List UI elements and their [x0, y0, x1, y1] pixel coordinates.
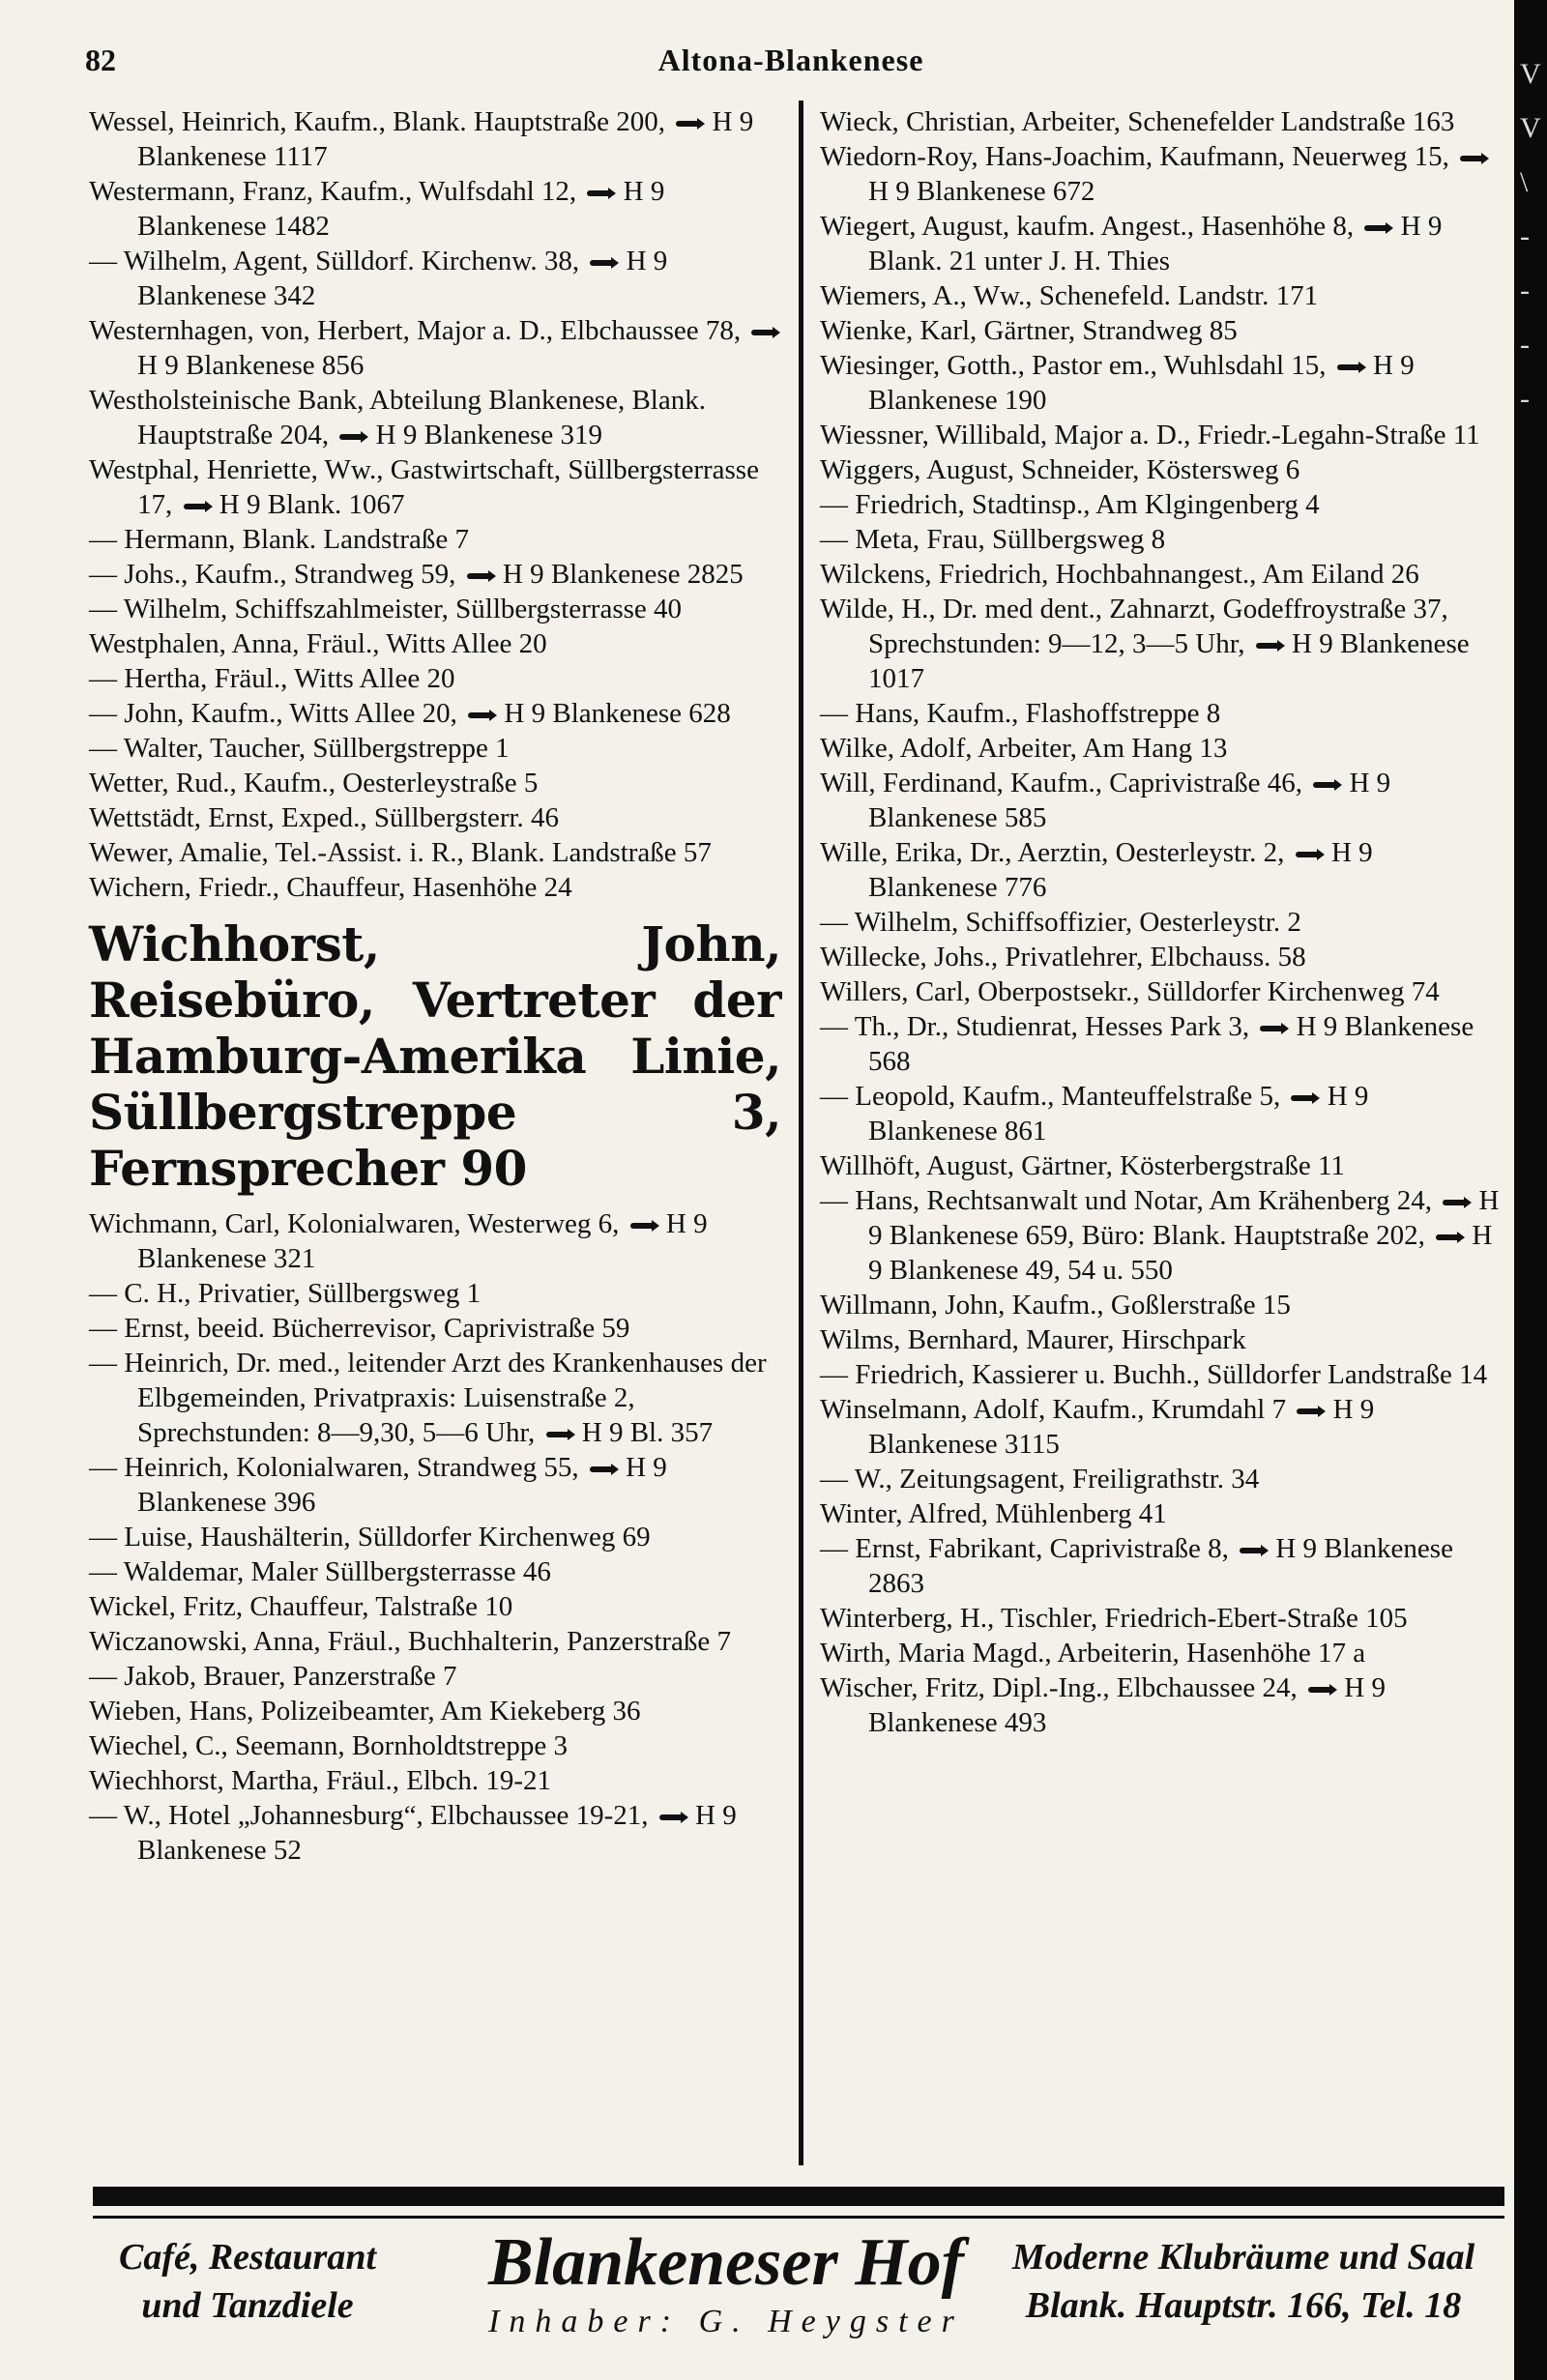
telephone-icon: [1443, 1197, 1468, 1208]
directory-entry: Wickel, Fritz, Chauffeur, Talstraße 10: [89, 1591, 513, 1622]
edge-fragment: -: [1520, 220, 1530, 252]
directory-entry: — Hermann, Blank. Landstraße 7: [89, 524, 470, 555]
telephone-icon: [1313, 779, 1338, 791]
directory-entry: Wiechel, C., Seemann, Bornholdtstreppe 3: [89, 1730, 568, 1761]
directory-entry: — Friedrich, Kassierer u. Buchh., Sülldorfer Landstraße 14: [820, 1359, 1488, 1390]
directory-entry: — Wilhelm, Schiffsoffizier, Oesterleystr. 2: [820, 907, 1301, 938]
telephone-icon: [587, 188, 612, 199]
directory-entry: Westphalen, Anna, Fräul., Witts Allee 20: [89, 628, 547, 659]
directory-entry: Westphal, Henriette, Ww., Gastwirtschaft, Süllbergsterrasse 17, H 9 Blank. 1067: [89, 454, 759, 520]
directory-entry: Wilms, Bernhard, Maurer, Hirschpark: [820, 1324, 1246, 1355]
edge-fragment: -: [1520, 329, 1530, 361]
telephone-icon: [590, 257, 615, 269]
column-divider: [799, 101, 803, 2165]
edge-fragment: -: [1520, 383, 1530, 415]
directory-entry: Wille, Erika, Dr., Aerztin, Oesterleystr. 2, H 9 Blankenese 776: [820, 837, 1373, 903]
directory-entry: Wiegert, August, kaufm. Angest., Hasenhöhe 8, H 9 Blank. 21 unter J. H. Thies: [820, 211, 1443, 276]
footer-rule-thin: [93, 2216, 1504, 2219]
directory-entry: Wetter, Rud., Kaufm., Oesterleystraße 5: [89, 768, 539, 798]
telephone-icon: [1240, 1545, 1265, 1556]
footer-center: [412, 2223, 1040, 2341]
directory-entry: — Wilhelm, Agent, Sülldorf. Kirchenw. 38, H 9 Blankenese 342: [89, 246, 668, 311]
edge-fragment: V: [1520, 112, 1541, 144]
telephone-icon: [1337, 362, 1362, 373]
footer-owner: Inhaber: G. Heygster: [488, 2304, 964, 2339]
telephone-icon: [184, 501, 209, 512]
directory-entry: — Waldemar, Maler Süllbergsterrasse 46: [89, 1556, 551, 1587]
telephone-icon: [339, 431, 365, 443]
telephone-icon: [630, 1220, 656, 1232]
directory-entry: Wessel, Heinrich, Kaufm., Blank. Hauptstraße 200, H 9 Blankenese 1117: [89, 106, 754, 172]
directory-entry: — Friedrich, Stadtinsp., Am Klgingenberg 4: [820, 489, 1320, 520]
telephone-icon: [1436, 1232, 1461, 1243]
directory-entry: — W., Zeitungsagent, Freiligrathstr. 34: [820, 1464, 1260, 1495]
directory-entry: Will, Ferdinand, Kaufm., Caprivistraße 46, H 9 Blankenese 585: [820, 768, 1391, 833]
directory-entry: — W., Hotel „Johannesburg“, Elbchaussee 19-21, H 9 Blankenese 52: [89, 1800, 737, 1866]
directory-entry: Wichmann, Carl, Kolonialwaren, Westerweg 6, H 9 Blankenese 321: [89, 1208, 708, 1274]
directory-entry: Willecke, Johs., Privatlehrer, Elbchauss. 58: [820, 942, 1306, 972]
directory-entry: — Hertha, Fräul., Witts Allee 20: [89, 663, 455, 694]
directory-entry: — Hans, Kaufm., Flashoffstreppe 8: [820, 698, 1221, 729]
directory-entry: Wiessner, Willibald, Major a. D., Friedr.-Legahn-Straße 11: [820, 420, 1480, 450]
footer-brand: Blankeneser Hof: [488, 2225, 964, 2300]
telephone-icon: [1308, 1684, 1333, 1696]
page-edge-strip: [1514, 0, 1547, 2380]
footer-left-text: Café, Restaurant und Tanzdiele: [118, 2237, 377, 2326]
directory-entry: Wiggers, August, Schneider, Köstersweg 6: [820, 454, 1300, 485]
directory-entry: Wirth, Maria Magd., Arbeiterin, Hasenhöhe 17 a: [820, 1638, 1366, 1669]
edge-fragment: \: [1520, 166, 1529, 198]
directory-entry: — C. H., Privatier, Süllbergsweg 1: [89, 1278, 482, 1309]
left-column: [89, 104, 781, 1868]
telephone-icon: [467, 570, 492, 582]
directory-entry: — Meta, Frau, Süllbergsweg 8: [820, 524, 1166, 555]
directory-entry: Wiechhorst, Martha, Fräul., Elbch. 19-21: [89, 1765, 552, 1796]
directory-entry: Wieben, Hans, Polizeibeamter, Am Kiekeberg 36: [89, 1696, 641, 1727]
directory-entry: Willers, Carl, Oberpostsekr., Sülldorfer Kirchenweg 74: [820, 976, 1440, 1007]
directory-entry: Winter, Alfred, Mühlenberg 41: [820, 1498, 1167, 1529]
directory-entry: — Ernst, Fabrikant, Caprivistraße 8, H 9 Blankenese 2863: [820, 1533, 1453, 1599]
directory-entry: — Th., Dr., Studienrat, Hesses Park 3, H 9 Blankenese 568: [820, 1011, 1474, 1077]
footer-advertisement: [93, 2223, 1504, 2359]
telephone-icon: [1364, 222, 1389, 234]
directory-entry: — John, Kaufm., Witts Allee 20, H 9 Blankenese 628: [89, 698, 731, 729]
directory-entry: Wettstädt, Ernst, Exped., Süllbergsterr. 46: [89, 802, 560, 833]
directory-entry: Winterberg, H., Tischler, Friedrich-Ebert-Straße 105: [820, 1603, 1408, 1634]
telephone-icon: [1260, 1023, 1285, 1034]
telephone-icon: [751, 327, 776, 338]
footer-right-text: Moderne Klubräume und Saal Blank. Hauptstr. 166, Tel. 18: [1011, 2237, 1475, 2326]
telephone-icon: [546, 1429, 571, 1440]
telephone-icon: [1296, 849, 1321, 860]
telephone-icon: [1256, 640, 1281, 652]
directory-entry: Wiemers, A., Ww., Schenefeld. Landstr. 171: [820, 280, 1319, 311]
directory-entry: Winselmann, Adolf, Kaufm., Krumdahl 7 H 9 Blankenese 3115: [820, 1394, 1375, 1460]
directory-entry: — Jakob, Brauer, Panzerstraße 7: [89, 1661, 457, 1692]
telephone-icon: [659, 1812, 685, 1823]
directory-entry: Wischer, Fritz, Dipl.-Ing., Elbchaussee 24, H 9 Blankenese 493: [820, 1672, 1386, 1738]
page-number: 82: [85, 43, 116, 77]
directory-entry: — Luise, Haushälterin, Sülldorfer Kirchenweg 69: [89, 1522, 651, 1553]
edge-fragment: -: [1520, 275, 1530, 306]
directory-entry: — Heinrich, Kolonialwaren, Strandweg 55, H 9 Blankenese 396: [89, 1452, 667, 1518]
page-title: Altona‑Blankenese: [657, 43, 924, 77]
page-header: [85, 43, 1497, 91]
directory-entry: — Leopold, Kaufm., Manteuffelstraße 5, H 9 Blankenese 861: [820, 1081, 1369, 1146]
directory-entry: Wiesinger, Gotth., Pastor em., Wuhlsdahl 15, H 9 Blankenese 190: [820, 350, 1415, 416]
directory-entry: — Ernst, beeid. Bücherrevisor, Caprivistraße 59: [89, 1313, 630, 1344]
directory-entry: Wewer, Amalie, Tel.-Assist. i. R., Blank. Landstraße 57: [89, 837, 712, 868]
directory-entry: Wieck, Christian, Arbeiter, Schenefelder Landstraße 163: [820, 106, 1455, 137]
edge-fragment: V: [1520, 58, 1541, 90]
directory-entry: Willmann, John, Kaufm., Goßlerstraße 15: [820, 1290, 1291, 1321]
directory-entry: Wilde, H., Dr. med dent., Zahnarzt, Godeffroystraße 37, Sprechstunden: 9—12, 3—5 Uhr, H 9 Blankenese 1017: [820, 594, 1470, 694]
directory-entry: Willhöft, August, Gärtner, Kösterbergstraße 11: [820, 1150, 1345, 1181]
directory-entry: Wienke, Karl, Gärtner, Strandweg 85: [820, 315, 1238, 346]
directory-entry: Wiczanowski, Anna, Fräul., Buchhalterin, Panzerstraße 7: [89, 1626, 732, 1657]
advertisement-entry: Wichhorst, John, Reisebüro, Vertreter der Hamburg-Amerika Linie, Süllbergstreppe 3, Fernsprecher 90: [89, 915, 781, 1197]
footer-rule: [93, 2187, 1504, 2206]
directory-entry: — Heinrich, Dr. med., leitender Arzt des Krankenhauses der Elbgemeinden, Privatpraxis: Luisenstraße 2, Sprechstunden: 8—9,30, 5—6 Uhr, H 9 Bl. 357: [89, 1348, 767, 1448]
telephone-icon: [1291, 1092, 1316, 1104]
directory-entry: Wilckens, Friedrich, Hochbahnangest., Am Eiland 26: [820, 559, 1419, 590]
directory-entry: — Wilhelm, Schiffszahlmeister, Süllbergsterrasse 40: [89, 594, 683, 624]
directory-entry: — Walter, Taucher, Süllbergstreppe 1: [89, 733, 510, 764]
directory-entry: Westholsteinische Bank, Abteilung Blankenese, Blank. Hauptstraße 204, H 9 Blankenese 319: [89, 385, 706, 450]
telephone-icon: [1460, 153, 1485, 164]
telephone-icon: [1297, 1406, 1322, 1417]
directory-entry: Westermann, Franz, Kaufm., Wulfsdahl 12, H 9 Blankenese 1482: [89, 176, 665, 242]
directory-entry: — Johs., Kaufm., Strandweg 59, H 9 Blankenese 2825: [89, 559, 744, 590]
directory-entry: Westernhagen, von, Herbert, Major a. D., Elbchaussee 78, H 9 Blankenese 856: [89, 313, 781, 383]
directory-entry: Wichern, Friedr., Chauffeur, Hasenhöhe 24: [89, 872, 572, 903]
directory-entry: Wiedorn-Roy, Hans-Joachim, Kaufmann, Neuerweg 15, H 9 Blankenese 672: [820, 139, 1501, 209]
directory-entry: Wilke, Adolf, Arbeiter, Am Hang 13: [820, 733, 1228, 764]
telephone-icon: [590, 1464, 615, 1475]
telephone-icon: [468, 710, 493, 721]
directory-entry: — Hans, Rechtsanwalt und Notar, Am Krähenberg 24, H 9 Blankenese 659, Büro: Blank. Hauptstraße 202, H 9 Blankenese 49, 54 u. 550: [820, 1185, 1500, 1286]
right-column: [820, 104, 1501, 1740]
telephone-icon: [676, 118, 701, 130]
